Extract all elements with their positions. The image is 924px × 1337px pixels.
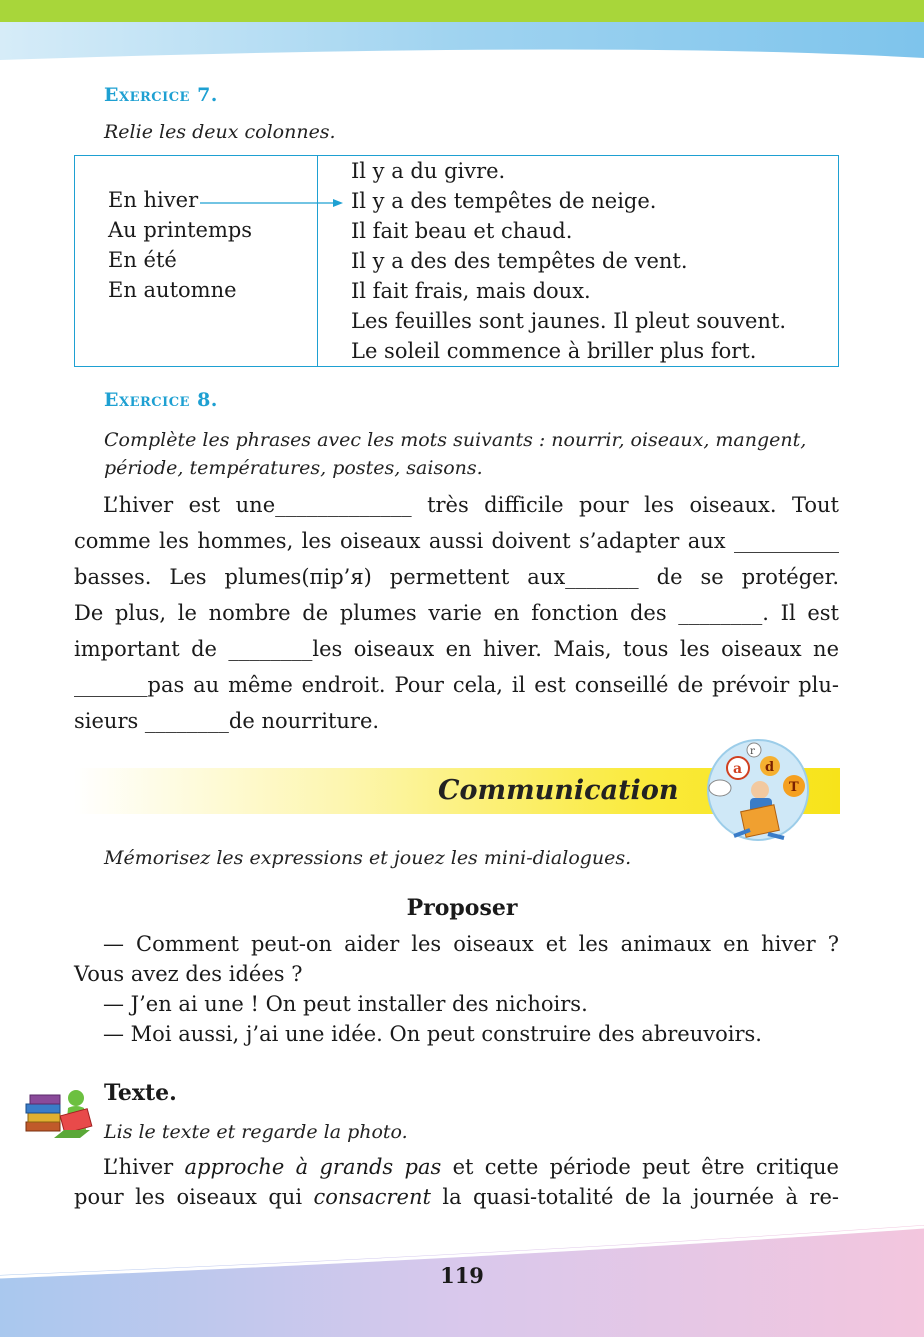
page-number: 119 <box>440 1263 484 1288</box>
exercise-8-instruction <box>104 426 806 482</box>
description-item: Le soleil commence à briller plus fort. <box>351 339 757 363</box>
texte-line-1: L’hiver approche à grands pas et cette période peut être critique <box>103 1155 839 1179</box>
description-item: Il fait frais, mais doux. <box>351 279 591 303</box>
season-item: En été <box>108 248 177 272</box>
season-item: En automne <box>108 278 237 302</box>
text-line: sieurs ________de nourriture. <box>74 709 380 733</box>
reading-books-icon <box>24 1086 100 1142</box>
text-line: L’hiver est une_____________ très difficile pour les oiseaux. Tout <box>103 493 839 517</box>
text-line: important de ________les oiseaux en hiver. Mais, tous les oiseaux ne <box>74 637 839 661</box>
texte-line-2: pour les oiseaux qui consacrent la quasi-totalité de la journée à re- <box>74 1185 839 1209</box>
svg-text:a: a <box>733 761 743 777</box>
season-item: En hiver <box>108 188 199 212</box>
dialog-line: — Comment peut-on aider les oiseaux et les animaux en hiver ? <box>103 932 839 956</box>
communication-instruction: Mémorisez les expressions et jouez les mini-dialogues. <box>104 847 632 869</box>
season-item: Au printemps <box>108 218 253 242</box>
svg-text:r: r <box>750 746 755 757</box>
texte-heading: Texte. <box>104 1080 177 1106</box>
texte-body <box>74 1152 839 1212</box>
text-line: basses. Les plumes(пір’я) permettent aux_______ de se protéger. <box>74 565 839 589</box>
description-item: Il y a du givre. <box>351 159 506 183</box>
description-item: Il y a des des tempêtes de vent. <box>351 249 688 273</box>
dialog-title: Proposer <box>406 895 518 921</box>
communication-title: Communication <box>438 775 679 806</box>
text-line: De plus, le nombre de plumes varie en fonction des ________. Il est <box>74 601 839 625</box>
dialog-line: — J’en ai une ! On peut installer des nichoirs. <box>103 992 588 1016</box>
seasons-column <box>75 156 318 367</box>
dialog-line: — Moi aussi, j’ai une idée. On peut construire des abreuvoirs. <box>103 1022 762 1046</box>
example-arrow <box>200 196 345 210</box>
text-line: comme les hommes, les oiseaux aussi doivent s’adapter aux __________ <box>74 529 839 553</box>
dialog-line: Vous avez des idées ? <box>74 962 303 986</box>
exercise-7-heading: Exercice 7. <box>104 84 218 106</box>
instruction-line: Complète les phrases avec les mots suivants : nourrir, oiseaux, mangent, <box>104 429 807 451</box>
dialog-block <box>74 929 839 1049</box>
texte-instruction: Lis le texte et regarde la photo. <box>104 1121 408 1143</box>
description-item: Les feuilles sont jaunes. Il pleut souvent. <box>351 309 787 333</box>
instruction-line: période, températures, postes, saisons. <box>104 457 483 479</box>
svg-text:T: T <box>789 780 799 795</box>
matching-table <box>74 155 839 367</box>
svg-text:d: d <box>765 760 775 775</box>
exercise-7-instruction: Relie les deux colonnes. <box>104 121 336 143</box>
exercise-8-text <box>74 487 839 739</box>
exercise-8-heading: Exercice 8. <box>104 389 218 411</box>
description-item: Il fait beau et chaud. <box>351 219 573 243</box>
description-item: Il y a des tempêtes de neige. <box>351 189 657 213</box>
top-decorative-band <box>0 0 924 70</box>
descriptions-column <box>318 156 839 367</box>
text-line: _______pas au même endroit. Pour cela, il est conseillé de prévoir plu- <box>74 673 839 697</box>
communication-illustration <box>698 738 816 848</box>
